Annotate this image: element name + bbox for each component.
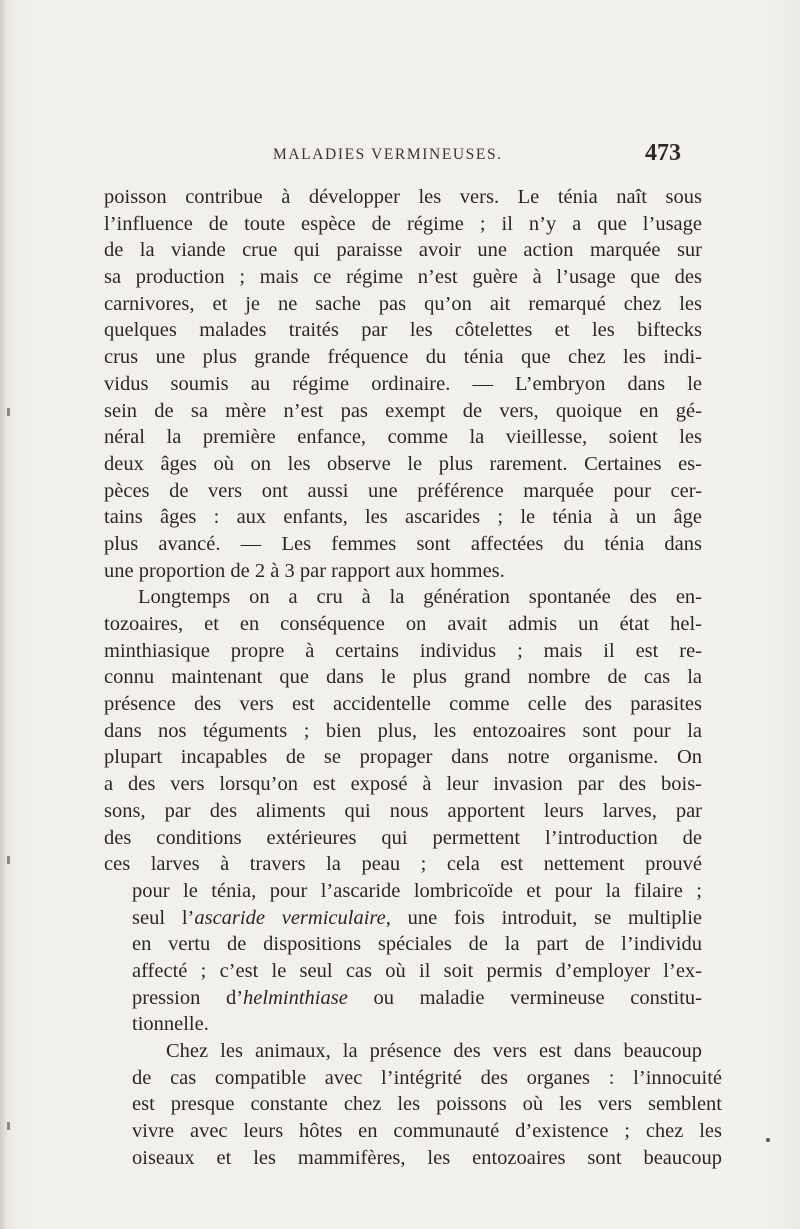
text-line: plupart incapables de se propager dans notre organisme. On — [104, 746, 702, 769]
text-line: plus avancé. — Les femmes sont affectées du ténia dans — [104, 532, 702, 555]
text-line: de cas compatible avec l’intégrité des organes : l’innocuité — [132, 1066, 722, 1089]
text-line-italic — [132, 985, 702, 1012]
text-line: présence des vers est accidentelle comme celle des parasites — [104, 693, 702, 716]
text-line-italic — [132, 905, 702, 932]
text-line: pour le ténia, pour l’ascaride lombricoïde et pour la filaire ; — [132, 879, 702, 902]
running-head: MALADIES VERMINEUSES. — [273, 146, 503, 163]
text-line: tains âges : aux enfants, les ascarides ; le ténia à un âge — [104, 506, 702, 529]
text-line: a des vers lorsqu’on est exposé à leur invasion par des bois- — [104, 773, 702, 796]
binding-edge — [0, 0, 6, 1229]
text-line: ces larves à travers la peau ; cela est nettement prouvé — [104, 853, 702, 876]
text-line: sons, par des aliments qui nous apportent leurs larves, par — [104, 799, 702, 822]
text-line: sa production ; mais ce régime n’est guère à l’usage que des — [104, 266, 702, 289]
text-segment: seul l’ — [132, 906, 195, 929]
text-line: poisson contribue à développer les vers. Le ténia naît sous — [104, 186, 702, 208]
text-segment: pression d’ — [132, 986, 244, 1009]
text-segment: , une fois introduit, se multiplie — [385, 906, 702, 929]
margin-mark — [7, 408, 10, 416]
text-line: en vertu de dispositions spéciales de la part de l’individu — [132, 933, 702, 956]
text-line: vivre avec leurs hôtes en communauté d’existence ; chez les — [132, 1120, 722, 1143]
text-line: quelques malades traités par les côtelettes et les biftecks — [104, 319, 702, 342]
text-line: une proportion de 2 à 3 par rapport aux hommes. — [104, 559, 505, 582]
italic-term: ascaride vermiculaire — [194, 906, 386, 929]
text-line: tionnelle. — [132, 1013, 209, 1036]
text-line: pèces de vers ont aussi une préférence marquée pour cer- — [104, 479, 702, 502]
text-line: de la viande crue qui paraisse avoir une action marquée sur — [104, 239, 702, 262]
paragraph-first-line: Longtemps on a cru à la génération spontanée des en- — [138, 586, 702, 609]
margin-mark — [7, 856, 10, 864]
text-line: tozoaires, et en conséquence on avait admis un état hel- — [104, 613, 702, 635]
text-line: sein de sa mère n’est pas exempt de vers, quoique en gé- — [104, 399, 702, 422]
text-line: carnivores, et je ne sache pas qu’on ait remarqué chez les — [104, 292, 702, 315]
text-line: oiseaux et les mammifères, les entozoaires sont beaucoup — [132, 1146, 722, 1169]
text-line: est presque constante chez les poissons où les vers semblent — [132, 1093, 722, 1116]
ink-speck — [766, 1138, 770, 1142]
body-text — [104, 184, 722, 1171]
text-line: minthiasique propre à certains individus ; mais il est re- — [104, 639, 702, 662]
italic-term: helminthiase — [243, 986, 348, 1009]
text-line: dans nos téguments ; bien plus, les entozoaires sont pour la — [104, 719, 702, 742]
text-line: vidus soumis au régime ordinaire. — L’embryon dans le — [104, 372, 702, 395]
text-line: deux âges où on les observe le plus rarement. Certaines es- — [104, 452, 702, 475]
text-line: crus une plus grande fréquence du ténia que chez les indi- — [104, 346, 702, 369]
text-line: des conditions extérieures qui permettent l’introduction de — [104, 826, 702, 849]
text-line: l’influence de toute espèce de régime ; il n’y a que l’usage — [104, 212, 702, 235]
text-segment: ou maladie vermineuse constitu- — [347, 986, 702, 1009]
text-line: affecté ; c’est le seul cas où il soit permis d’employer l’ex- — [132, 959, 702, 982]
page-number: 473 — [645, 140, 681, 166]
text-line: néral la première enfance, comme la vieillesse, soient les — [104, 426, 702, 449]
text-line: connu maintenant que dans le plus grand nombre de cas la — [104, 666, 702, 689]
paragraph-first-line: Chez les animaux, la présence des vers est dans beaucoup — [166, 1040, 702, 1062]
margin-mark — [7, 1122, 10, 1130]
